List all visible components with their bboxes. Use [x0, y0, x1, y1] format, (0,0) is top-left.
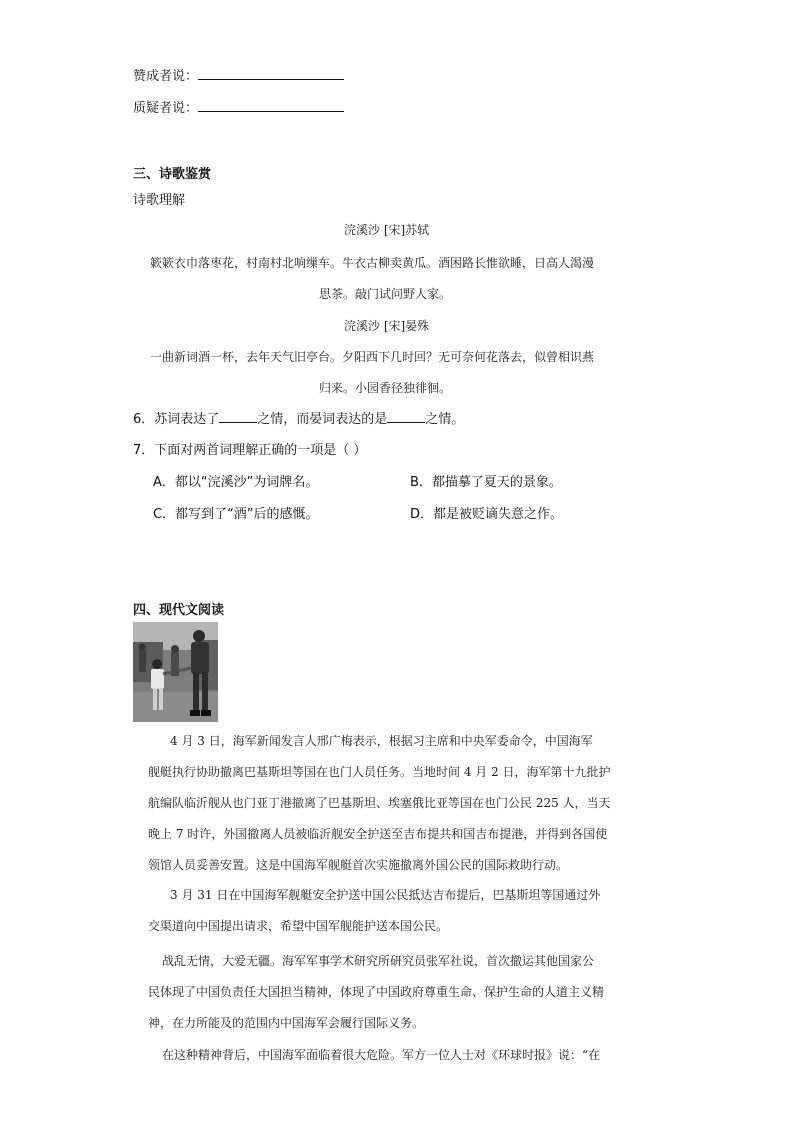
q6-text-1: 6．苏词表达了 — [133, 412, 220, 427]
poem1-title: 浣溪沙 [宋]苏轼 — [344, 223, 430, 237]
q6-text-2: 之情，而晏词表达的是 — [257, 412, 388, 427]
support-label: 赞成者说： — [133, 69, 199, 84]
q6-blank-1[interactable] — [219, 410, 257, 423]
news-photo — [133, 622, 218, 722]
poem1-line1: 簌簌衣巾落枣花，村南村北响缫车。牛衣古柳卖黄瓜。酒困路长惟欲睡，日高人渴漫 — [150, 256, 595, 270]
q6-text-3: 之情。 — [425, 412, 465, 427]
question-answer-blank[interactable] — [198, 99, 344, 112]
q7-option-d[interactable]: D．都是被贬谪失意之作。 — [410, 507, 564, 522]
para3-line2: 民体现了中国负责任大国担当精神，体现了中国政府尊重生命、保护生命的人道主义精 — [148, 985, 605, 999]
para1-line3: 航编队临沂舰从也门亚丁港撤离了巴基斯坦、埃塞俄比亚等国在也门公民 225 人，当天 — [148, 796, 611, 810]
poem1-line2: 思茶。敲门试问野人家。 — [319, 287, 452, 301]
soldier-and-child-image — [133, 622, 218, 722]
section3-subheading: 诗歌理解 — [133, 193, 186, 208]
poem2-line2: 归来。小园香径独徘徊。 — [319, 381, 452, 395]
para1-line5: 领馆人员妥善安置。这是中国海军舰艇首次实施撤离外国公民的国际救助行动。 — [148, 858, 569, 872]
q6-blank-2[interactable] — [387, 410, 425, 423]
poem2-title: 浣溪沙 [宋]晏殊 — [344, 319, 430, 333]
question-label: 质疑者说： — [133, 101, 199, 116]
para3-line1: 战乱无情，大爱无疆。海军军事学术研究所研究员张军社说，首次撤运其他国家公 — [162, 954, 595, 968]
poem2-line1: 一曲新词酒一杯，去年天气旧亭台。夕阳西下几时回？无可奈何花落去，似曾相识燕 — [150, 350, 595, 364]
para2-line1: 3 月 31 日在中国海军舰艇安全护送中国公民抵达吉布提后，巴基斯坦等国通过外 — [170, 888, 601, 902]
question-7-stem: 7．下面对两首词理解正确的一项是（ ） — [133, 443, 367, 458]
q7-option-c[interactable]: C．都写到了“酒”后的感慨。 — [153, 507, 319, 522]
para1-line4: 晚上 7 时许，外国撤离人员被临沂舰安全护送至吉布提共和国吉布提港，并得到各国使 — [148, 827, 608, 841]
para3-line3: 神，在力所能及的范围内中国海军会履行国际义务。 — [148, 1016, 425, 1030]
q7-option-a[interactable]: A．都以“浣溪沙”为词牌名。 — [153, 475, 319, 490]
para2-line2: 交渠道向中国提出请求，希望中国军舰能护送本国公民。 — [148, 919, 449, 933]
section4-heading: 四、现代文阅读 — [133, 603, 225, 618]
q7-option-b[interactable]: B．都描摹了夏天的景象。 — [410, 475, 562, 490]
para1-line1: 4 月 3 日，海军新闻发言人邢广梅表示，根据习主席和中央军委命令，中国海军 — [170, 734, 593, 748]
para1-line2: 舰艇执行协助撤离巴基斯坦等国在也门人员任务。当地时间 4 月 2 日，海军第十九批护 — [148, 765, 611, 779]
section3-heading: 三、诗歌鉴赏 — [133, 167, 212, 182]
question-6 — [133, 410, 464, 430]
question-line — [133, 99, 344, 119]
para4-line1: 在这种精神背后，中国海军面临着很大危险。军方一位人士对《环球时报》说：“在 — [162, 1048, 601, 1062]
support-answer-blank[interactable] — [198, 67, 344, 80]
support-line — [133, 67, 344, 87]
